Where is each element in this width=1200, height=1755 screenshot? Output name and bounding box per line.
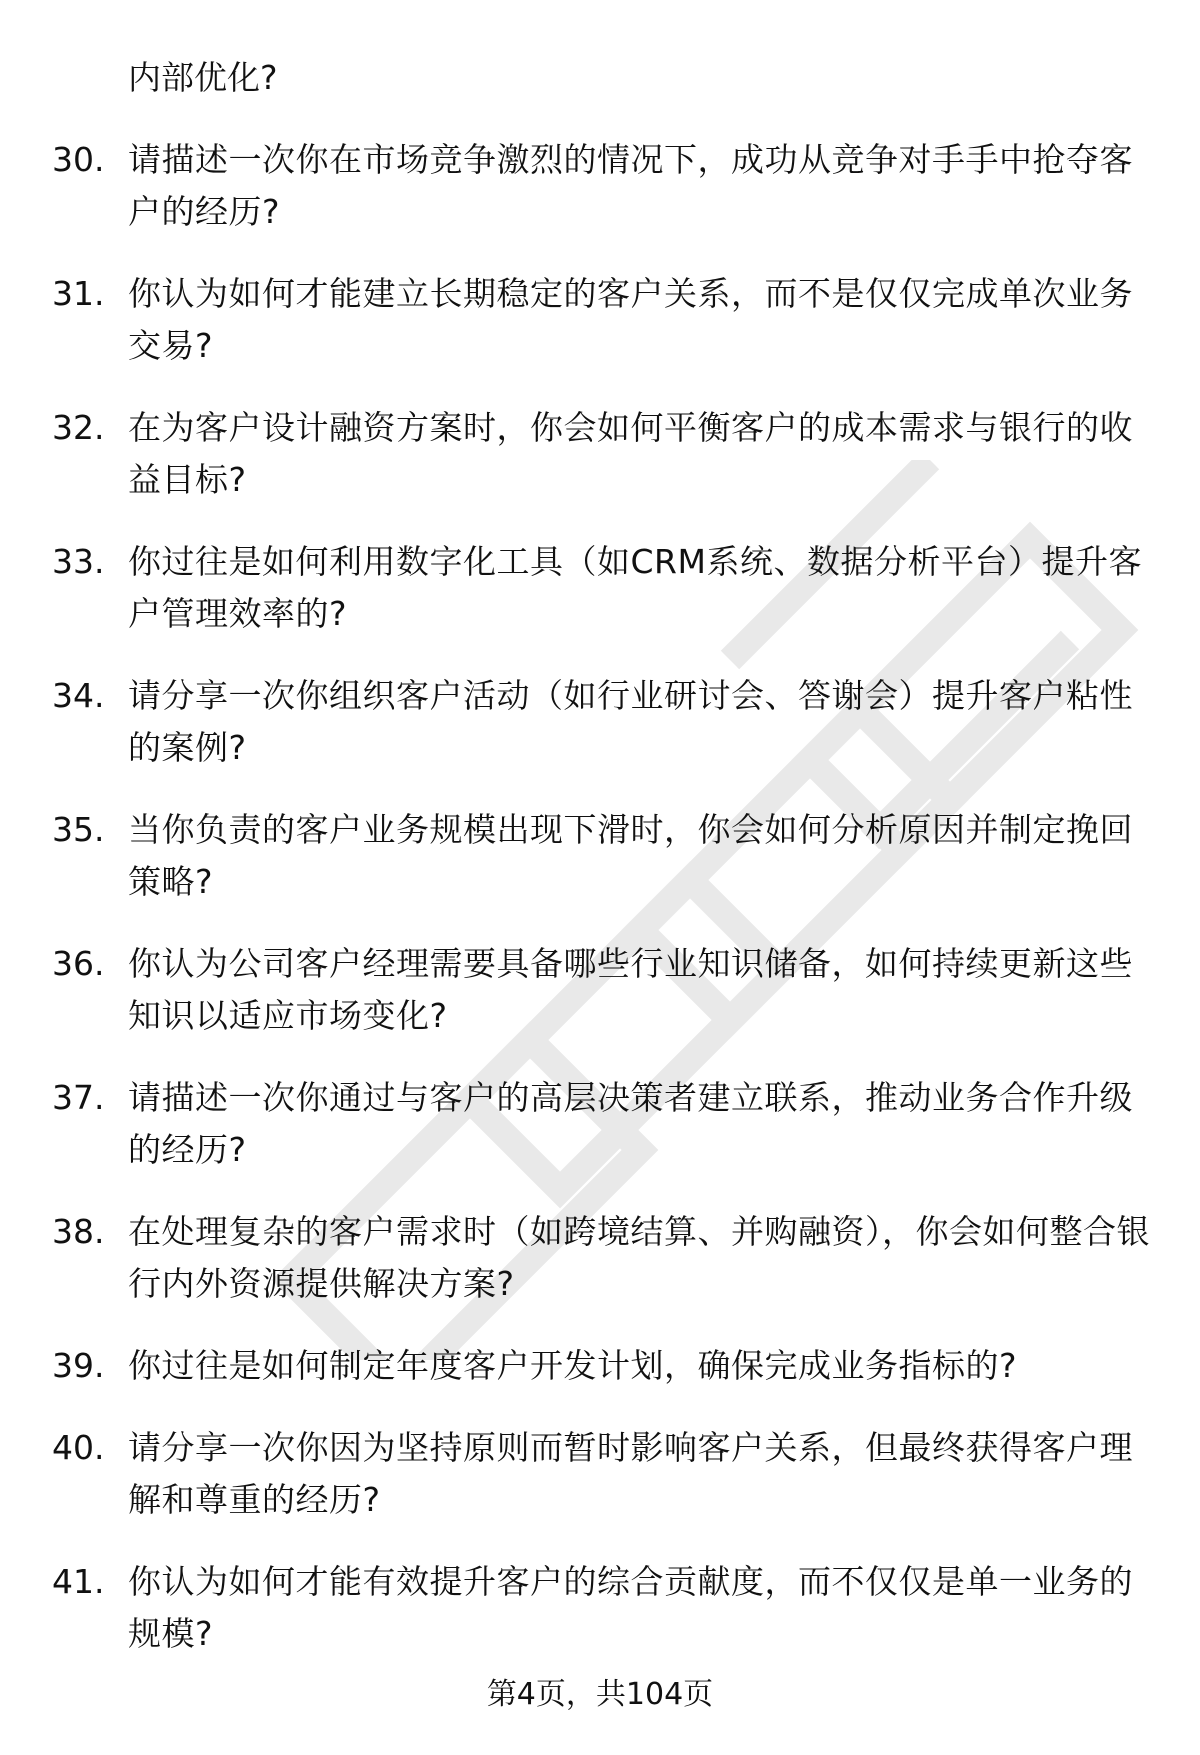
question-text: 你认为如何才能建立长期稳定的客户关系，而不是仅仅完成单次业务交易? — [128, 274, 1133, 365]
question-number: 37. — [52, 1078, 105, 1117]
question-item — [0, 536, 1200, 640]
question-text: 在处理复杂的客户需求时（如跨境结算、并购融资），你会如何整合银行内外资源提供解决方案? — [128, 1212, 1150, 1303]
question-item — [0, 804, 1200, 908]
question-number: 30. — [52, 140, 105, 179]
question-item — [0, 938, 1200, 1042]
question-text: 当你负责的客户业务规模出现下滑时，你会如何分析原因并制定挽回策略? — [128, 810, 1133, 901]
question-item — [0, 1422, 1200, 1526]
question-text: 你认为如何才能有效提升客户的综合贡献度，而不仅仅是单一业务的规模? — [128, 1562, 1133, 1653]
question-text: 请描述一次你通过与客户的高层决策者建立联系，推动业务合作升级的经历? — [128, 1078, 1133, 1169]
question-item — [0, 268, 1200, 372]
question-number: 31. — [52, 274, 105, 313]
question-number: 34. — [52, 676, 105, 715]
question-item — [0, 1340, 1200, 1392]
question-text: 你过往是如何利用数字化工具（如CRM系统、数据分析平台）提升客户管理效率的? — [128, 542, 1142, 633]
question-text: 你过往是如何制定年度客户开发计划，确保完成业务指标的? — [128, 1346, 1018, 1385]
question-number: 39. — [52, 1346, 105, 1385]
question-number: 40. — [52, 1428, 105, 1467]
question-number: 32. — [52, 408, 105, 447]
question-list — [0, 52, 1200, 1690]
continued-question-text: 内部优化? — [128, 58, 278, 97]
question-text: 请分享一次你因为坚持原则而暂时影响客户关系，但最终获得客户理解和尊重的经历? — [128, 1428, 1133, 1519]
question-number: 35. — [52, 810, 105, 849]
question-item — [0, 1206, 1200, 1310]
question-item — [0, 1072, 1200, 1176]
page-footer: 第4页，共104页 — [486, 1677, 714, 1712]
question-item — [0, 402, 1200, 506]
question-item — [0, 134, 1200, 238]
question-text: 请分享一次你组织客户活动（如行业研讨会、答谢会）提升客户粘性的案例? — [128, 676, 1133, 767]
question-item — [0, 670, 1200, 774]
question-number: 41. — [52, 1562, 105, 1601]
question-number: 38. — [52, 1212, 105, 1251]
question-item — [0, 1556, 1200, 1660]
question-text: 你认为公司客户经理需要具备哪些行业知识储备，如何持续更新这些知识以适应市场变化? — [128, 944, 1133, 1035]
question-number: 33. — [52, 542, 105, 581]
question-number: 36. — [52, 944, 105, 983]
question-text: 请描述一次你在市场竞争激烈的情况下，成功从竞争对手手中抢夺客户的经历? — [128, 140, 1133, 231]
question-text: 在为客户设计融资方案时，你会如何平衡客户的成本需求与银行的收益目标? — [128, 408, 1133, 499]
